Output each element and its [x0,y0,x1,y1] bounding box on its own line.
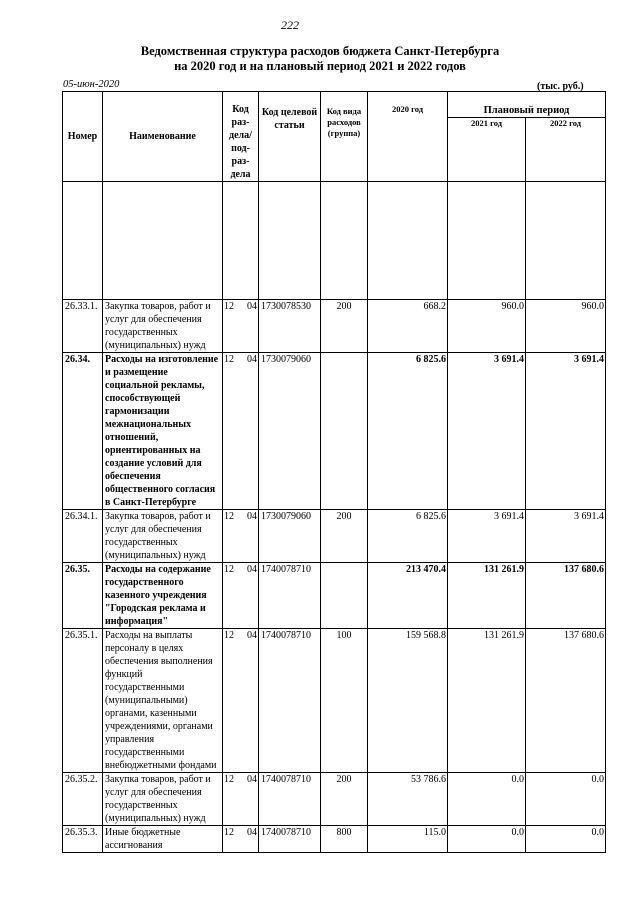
table-row [63,773,606,826]
table-row [63,353,606,510]
row-vid: 800 [321,826,368,853]
row-cel: 1740078710 [259,563,321,629]
row-razdel: 12 04 [223,563,259,629]
row-nomer: 26.34.1. [63,510,103,563]
row-cel: 1740078710 [259,629,321,773]
header-name: Наименование [103,92,223,182]
row-name: Расходы на выплаты персоналу в целях обеспечения выполнения функций государственными (муниципальными) органами, казенными учреждениями, органами управления государственными внебюджетными фондами [103,629,223,773]
row-name: Расходы на содержание государственного казенного учреждения "Городская реклама и информация" [103,563,223,629]
table-row [63,629,606,773]
row-cel: 1730079060 [259,353,321,510]
row-vid [321,563,368,629]
table-row [63,826,606,853]
row-vid: 200 [321,300,368,353]
row-name: Закупка товаров, работ и услуг для обеспечения государственных (муниципальных) нужд [103,300,223,353]
row-2022: 137 680.6 [526,629,606,773]
spacer-row [63,182,606,300]
page-number: 222 [281,18,299,32]
header-2022: 2022 год [526,118,606,182]
row-razdel: 12 04 [223,510,259,563]
row-2020: 53 786.6 [368,773,448,826]
row-nomer: 26.35.2. [63,773,103,826]
row-2020: 213 470.4 [368,563,448,629]
row-name: Закупка товаров, работ и услуг для обеспечения государственных (муниципальных) нужд [103,510,223,563]
row-2021: 0.0 [448,826,526,853]
row-razdel: 12 04 [223,353,259,510]
row-2022: 0.0 [526,773,606,826]
row-cel: 1730078530 [259,300,321,353]
row-2022: 137 680.6 [526,563,606,629]
header-2021: 2021 год [448,118,526,182]
row-name: Иные бюджетные ассигнования [103,826,223,853]
row-2020: 159 568.8 [368,629,448,773]
row-nomer: 26.35.3. [63,826,103,853]
row-cel: 1730079060 [259,510,321,563]
document-title [0,44,640,74]
row-razdel: 12 04 [223,826,259,853]
row-nomer: 26.34. [63,353,103,510]
row-2020: 668.2 [368,300,448,353]
header-razdel: Код раз-дела/ под-раз-дела [223,92,259,182]
row-2022: 960.0 [526,300,606,353]
row-nomer: 26.33.1. [63,300,103,353]
row-2021: 3 691.4 [448,510,526,563]
header-vid: Код вида расходов (группа) [321,92,368,182]
header-cel: Код целевой статьи [259,92,321,182]
row-name: Закупка товаров, работ и услуг для обеспечения государственных (муниципальных) нужд [103,773,223,826]
row-2022: 0.0 [526,826,606,853]
row-2021: 131 261.9 [448,629,526,773]
row-razdel: 12 04 [223,773,259,826]
row-2021: 3 691.4 [448,353,526,510]
row-2020: 6 825.6 [368,353,448,510]
row-2022: 3 691.4 [526,510,606,563]
row-2022: 3 691.4 [526,353,606,510]
row-2020: 115.0 [368,826,448,853]
header-plan: Плановый период [448,92,606,118]
row-cel: 1740078710 [259,826,321,853]
table-row [63,563,606,629]
row-nomer: 26.35. [63,563,103,629]
row-name: Расходы на изготовление и размещение социальной рекламы, способствующей гармонизации межнациональных отношений, ориентированных на создание условий для обеспечения общественного согласия в Санкт-Петербурге [103,353,223,510]
row-nomer: 26.35.1. [63,629,103,773]
row-2021: 0.0 [448,773,526,826]
header-nomer: Номер [63,92,103,182]
row-vid: 200 [321,510,368,563]
table-row [63,510,606,563]
row-razdel: 12 04 [223,629,259,773]
row-2020: 6 825.6 [368,510,448,563]
title-line-2: на 2020 год и на плановый период 2021 и 2022 годов [174,59,466,73]
row-cel: 1740078710 [259,773,321,826]
row-2021: 960.0 [448,300,526,353]
table-row [63,300,606,353]
title-line-1: Ведомственная структура расходов бюджета Санкт-Петербурга [140,44,500,58]
row-vid [321,353,368,510]
row-2021: 131 261.9 [448,563,526,629]
row-vid: 200 [321,773,368,826]
units-label: (тыс. руб.) [537,81,584,92]
row-razdel: 12 04 [223,300,259,353]
budget-table [62,91,606,853]
row-vid: 100 [321,629,368,773]
document-date: 05-июн-2020 [63,79,120,90]
header-2020: 2020 год [368,92,448,182]
